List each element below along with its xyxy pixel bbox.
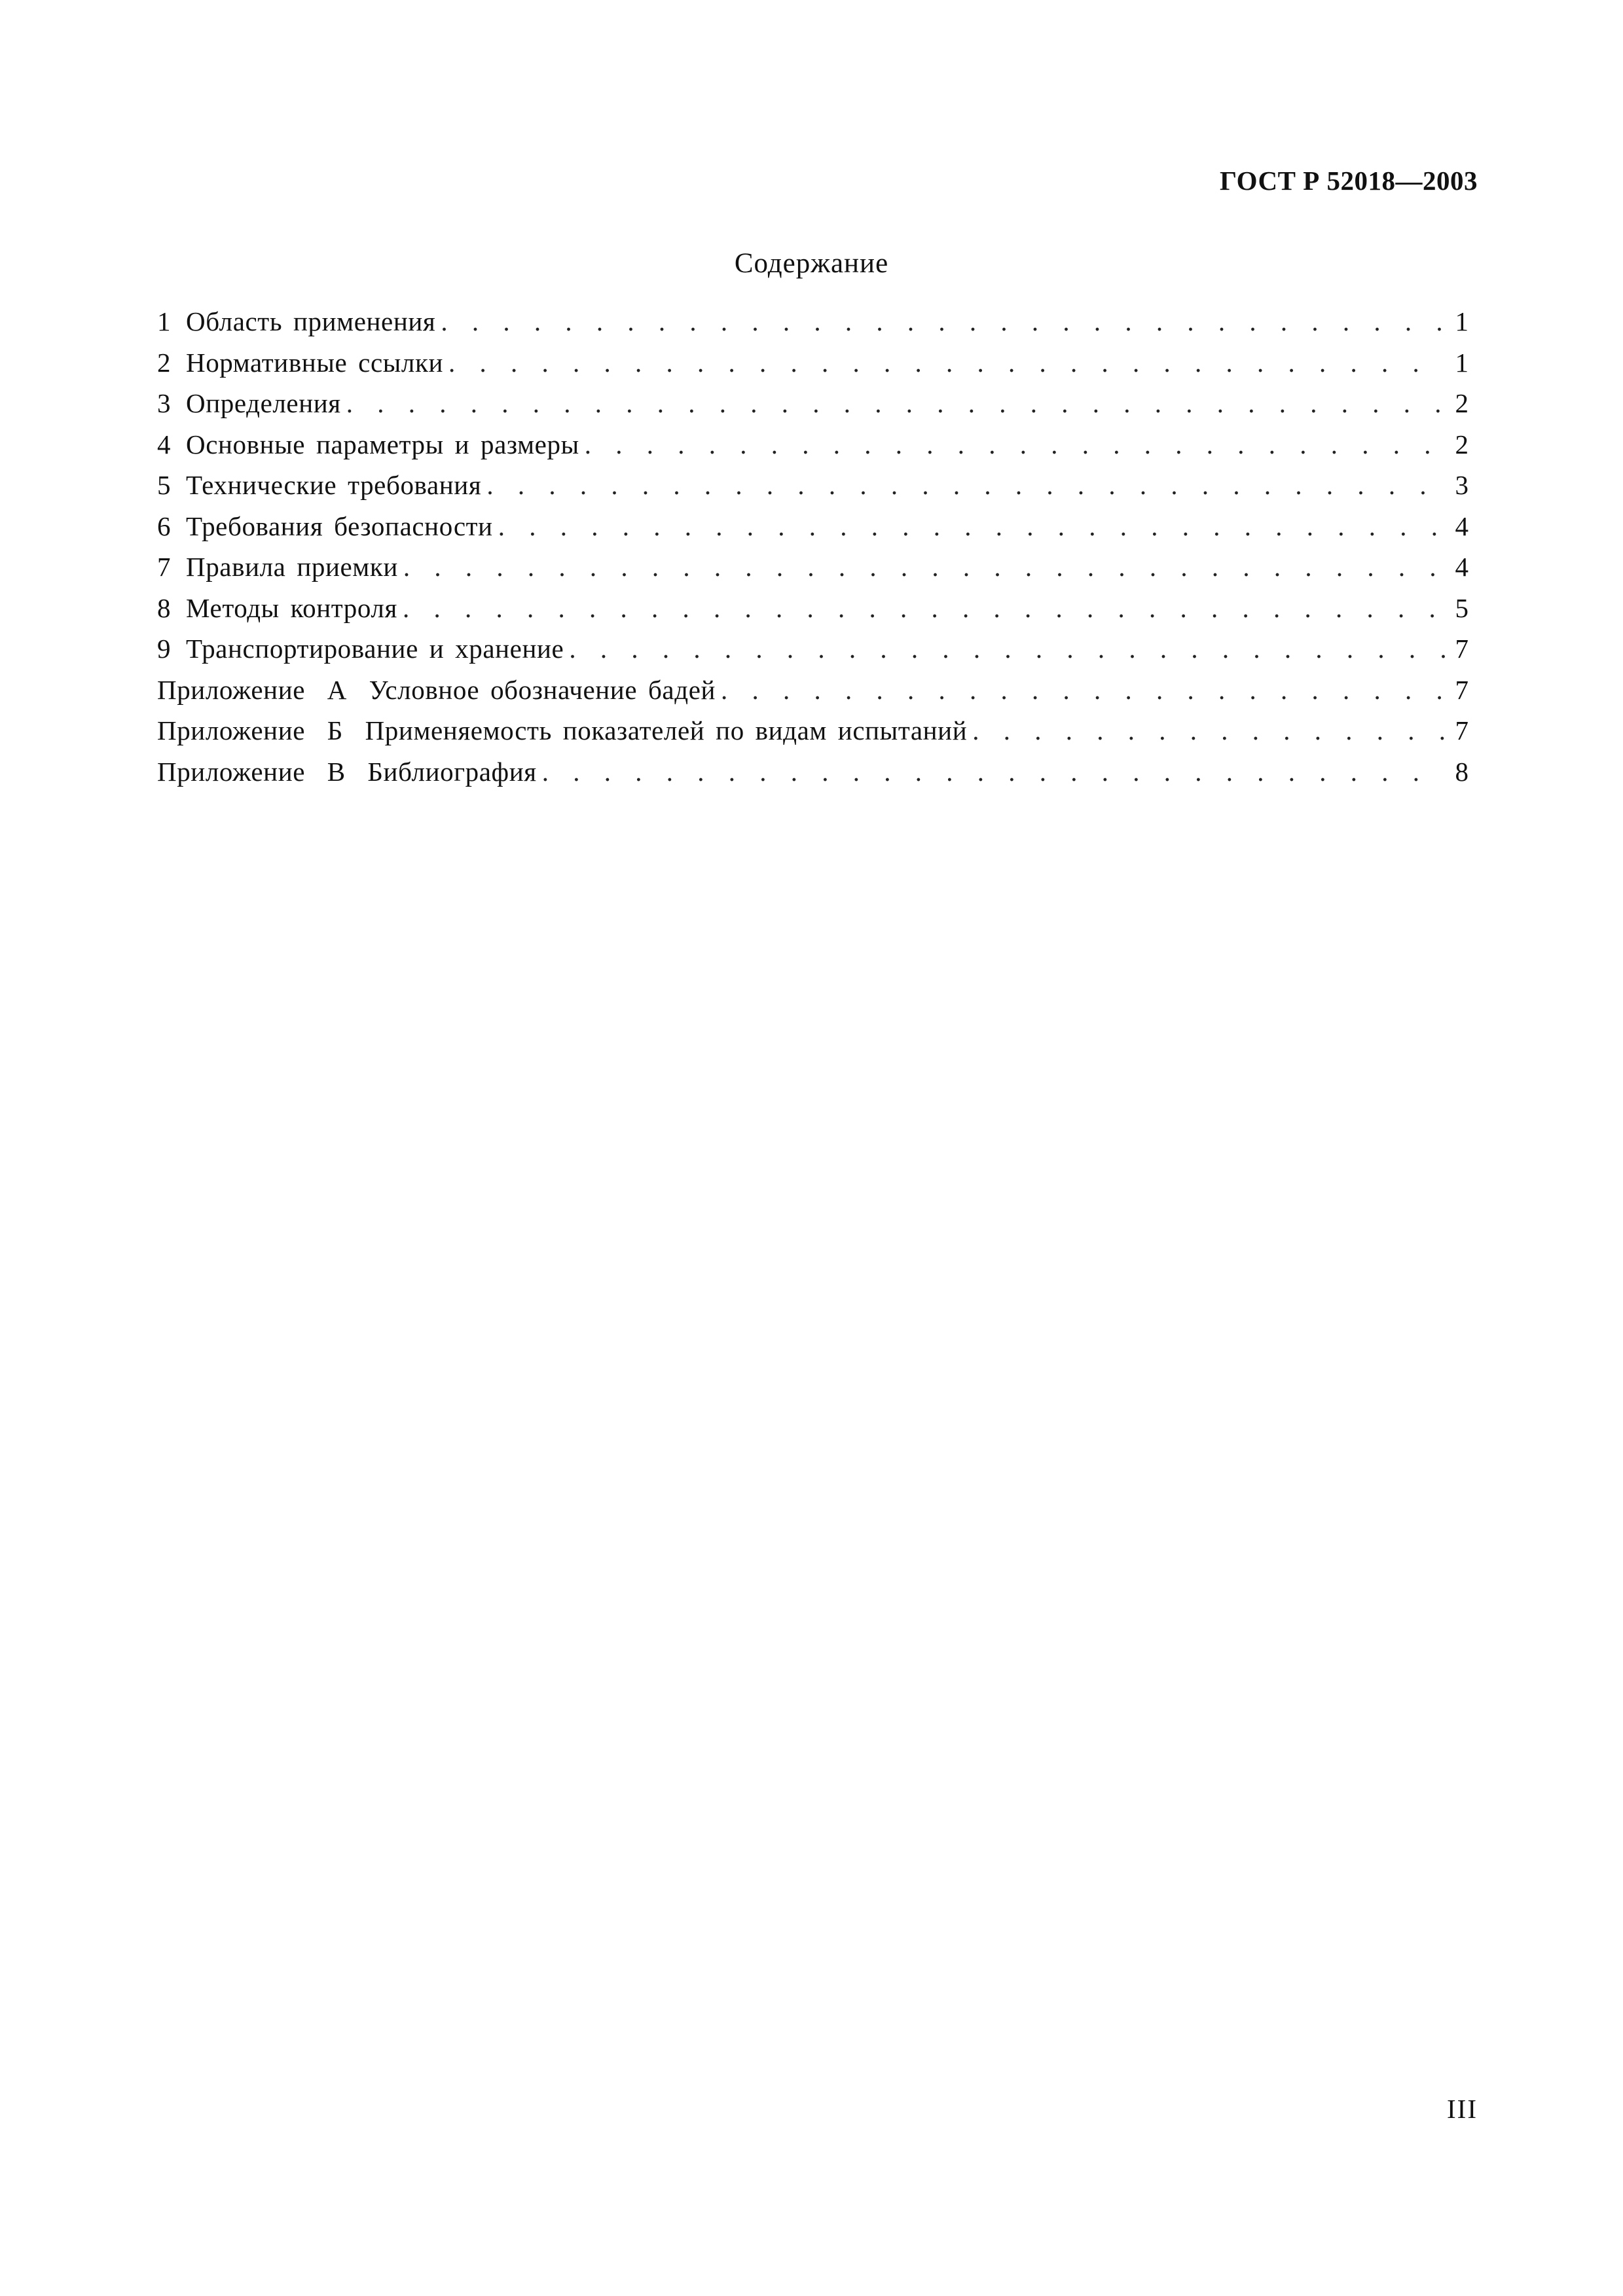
toc-entry-label [157, 511, 498, 542]
toc-entry-page: 4 [1455, 511, 1468, 541]
toc-entry-title: Приложение Б Применяемость показателей по видам испытаний [157, 715, 968, 745]
toc-entry-label [157, 715, 972, 746]
toc-entry-9[interactable] [157, 633, 1468, 674]
toc-entry-7[interactable] [157, 551, 1468, 592]
toc-entry-label [157, 674, 721, 706]
toc-entry-5[interactable] [157, 469, 1468, 511]
toc-entry-label [157, 592, 403, 624]
toc-entry-number: 9 [157, 634, 172, 664]
toc-entry-number: 5 [157, 470, 172, 500]
toc-entry-number: 2 [157, 347, 172, 378]
toc-entry-page: 8 [1455, 756, 1468, 787]
toc-entry-page: 4 [1455, 552, 1468, 582]
toc-entry-title: Правила приемки [186, 552, 398, 582]
toc-entry-number: 8 [157, 592, 172, 623]
toc-entry-title: Определения [186, 388, 341, 418]
toc-entry-number: 4 [157, 429, 172, 459]
toc-entry-title: Нормативные ссылки [186, 347, 444, 378]
toc-title: Содержание [734, 248, 889, 279]
toc-entry-2[interactable] [157, 347, 1468, 388]
toc-entry-label [157, 387, 346, 419]
toc-entry-8[interactable] [157, 592, 1468, 634]
toc-entry-label [157, 347, 448, 378]
toc-entry-number: 6 [157, 511, 172, 541]
toc-entry-appendix-b[interactable] [157, 715, 1468, 756]
toc-entry-page: 7 [1455, 674, 1468, 705]
toc-entry-page: 1 [1455, 347, 1468, 378]
toc-entry-appendix-v[interactable] [157, 756, 1468, 797]
toc-entry-page: 7 [1455, 715, 1468, 745]
toc-entry-title: Приложение В Библиография [157, 756, 537, 787]
toc-dot-leader [498, 511, 1445, 542]
toc-dot-leader [346, 387, 1445, 419]
toc-entry-page: 5 [1455, 592, 1468, 623]
toc-entry-label [157, 429, 585, 460]
toc-entry-6[interactable] [157, 511, 1468, 552]
toc-entry-title: Приложение А Условное обозначение бадей [157, 674, 716, 705]
toc-entry-number: 1 [157, 306, 172, 336]
toc-entry-page: 2 [1455, 388, 1468, 418]
toc-entry-label [157, 633, 569, 664]
toc-entry-title: Методы контроля [186, 592, 397, 623]
toc-entry-title: Основные параметры и размеры [186, 429, 579, 459]
toc-dot-leader [585, 429, 1445, 460]
toc-entry-page: 1 [1455, 306, 1468, 336]
toc-dot-leader [403, 592, 1445, 624]
toc-dot-leader [441, 306, 1445, 337]
toc-entry-number: 3 [157, 388, 172, 418]
toc-entry-label [157, 756, 542, 787]
toc-entry-title: Транспортирование и хранение [186, 634, 564, 664]
document-code: ГОСТ Р 52018—2003 [1220, 166, 1478, 196]
toc-dot-leader [486, 469, 1445, 501]
toc-dot-leader [569, 633, 1445, 664]
toc-entry-4[interactable] [157, 429, 1468, 470]
toc-entry-label [157, 306, 441, 337]
toc-entry-label [157, 551, 403, 583]
toc-dot-leader [542, 756, 1445, 787]
page-number: III [1447, 2094, 1478, 2124]
toc-entry-page: 7 [1455, 634, 1468, 664]
toc-entry-title: Область применения [186, 306, 436, 336]
table-of-contents [157, 306, 1468, 797]
toc-entry-label [157, 469, 486, 501]
toc-entry-page: 2 [1455, 429, 1468, 459]
toc-dot-leader [972, 715, 1445, 746]
toc-dot-leader [448, 347, 1445, 378]
toc-entry-1[interactable] [157, 306, 1468, 347]
toc-dot-leader [403, 551, 1445, 583]
toc-entry-page: 3 [1455, 470, 1468, 500]
toc-dot-leader [721, 674, 1445, 706]
toc-entry-3[interactable] [157, 387, 1468, 429]
toc-entry-number: 7 [157, 552, 172, 582]
toc-entry-appendix-a[interactable] [157, 674, 1468, 715]
toc-entry-title: Требования безопасности [186, 511, 493, 541]
toc-entry-title: Технические требования [186, 470, 482, 500]
